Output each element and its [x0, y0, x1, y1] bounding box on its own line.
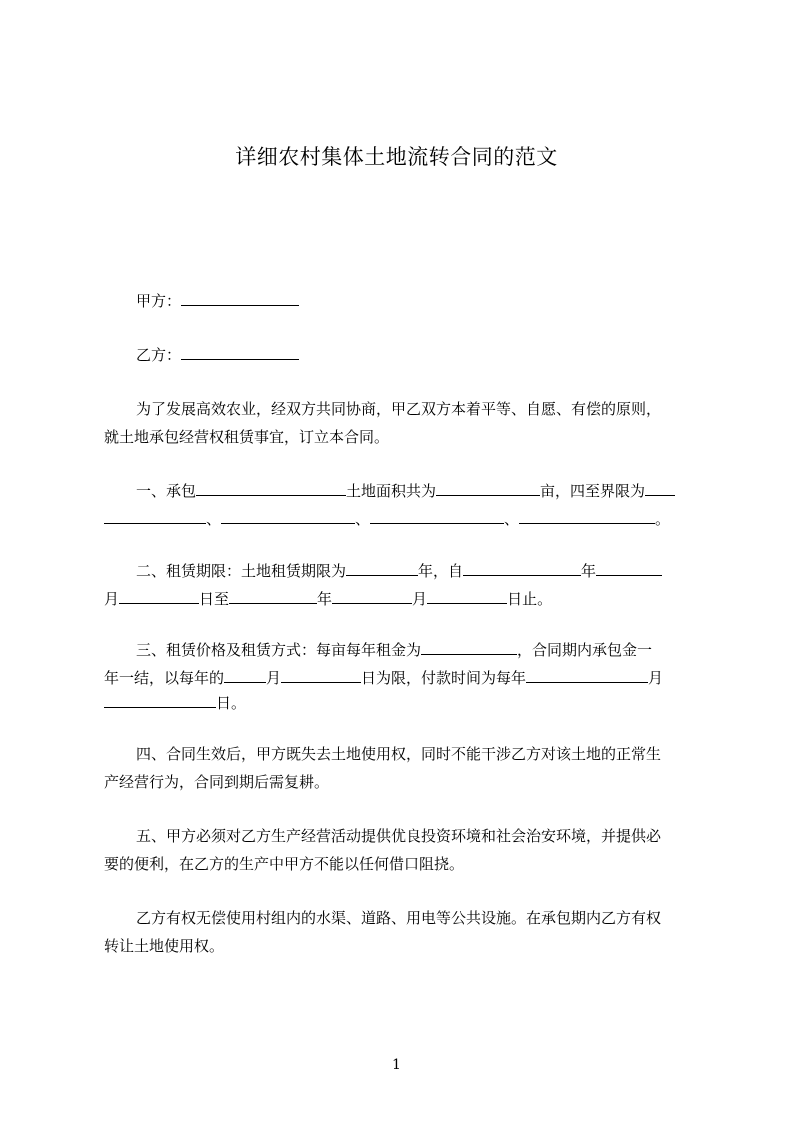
- party-a-blank: [181, 291, 299, 306]
- clause-3-text-c: 年一结，以每年的: [104, 669, 225, 687]
- separator: 、: [355, 510, 371, 528]
- clause-6-line-1: 乙方有权无偿使用村组内的水渠、道路、用电等公共设施。在承包期内乙方有权: [136, 909, 662, 927]
- clause-2-line-1: [136, 561, 704, 581]
- clause-3-text-e: 日。: [216, 694, 247, 712]
- separator: 、: [206, 510, 222, 528]
- month-label: 月: [648, 669, 664, 687]
- start-month-blank: [596, 561, 662, 576]
- from-label: ，自: [433, 562, 464, 580]
- area-blank: [436, 481, 540, 496]
- pay-month-blank: [224, 668, 266, 683]
- party-a-label: 甲方：: [136, 292, 182, 310]
- clause-1-line-1: [136, 481, 704, 501]
- end-day-blank: [427, 589, 507, 604]
- separator: 、: [504, 510, 520, 528]
- party-b-blank: [181, 345, 299, 360]
- clause-6-line-2: 转让土地使用权。: [104, 937, 225, 955]
- payment-day-blank: [104, 693, 216, 708]
- clause-1-line-2: [104, 509, 704, 529]
- clause-5-line-1: 五、甲方必须对乙方生产经营活动提供优良投资环境和社会治安环境，并提供必: [136, 827, 662, 845]
- clause-4-line-2: 产经营行为，合同到期后需复耕。: [104, 773, 330, 791]
- day-end-label: 日止。: [507, 590, 553, 608]
- year-label: 年: [418, 562, 434, 580]
- clause-3-text-a: 三、租赁价格及租赁方式：每亩每年租金为: [136, 641, 422, 659]
- clause-2-text-a: 二、租赁期限：土地租赁期限为: [136, 562, 347, 580]
- month-label: 月: [104, 590, 120, 608]
- period: 。: [655, 510, 671, 528]
- clause-3-line-1: [136, 640, 704, 660]
- month-label: 月: [266, 669, 282, 687]
- clause-1-text-c: 亩，四至界限为: [540, 482, 646, 500]
- day-to-label: 日至: [199, 590, 230, 608]
- clause-3-line-3: [104, 693, 704, 713]
- boundary-blank-4: [519, 509, 655, 524]
- contractor-blank: [196, 481, 346, 496]
- clause-5-line-2: 要的便利，在乙方的生产中甲方不能以任何借口阻挠。: [104, 855, 465, 873]
- boundary-blank-1: [104, 509, 206, 524]
- year-label: 年: [581, 562, 597, 580]
- clause-3-text-b: ，合同期内承包金一: [517, 641, 653, 659]
- boundary-blank-start: [645, 481, 675, 496]
- intro-line-2: 就土地承包经营权租赁事宜，订立本合同。: [104, 428, 390, 446]
- payment-month-blank: [526, 668, 648, 683]
- clause-2-line-2: [104, 589, 704, 609]
- party-b-line: [136, 345, 704, 365]
- party-b-label: 乙方：: [136, 346, 182, 364]
- month-label: 月: [412, 590, 428, 608]
- end-year-blank: [229, 589, 317, 604]
- lease-years-blank: [346, 561, 418, 576]
- boundary-blank-2: [221, 509, 355, 524]
- page-number: 1: [392, 1057, 401, 1073]
- clause-1-text-a: 一、承包: [136, 482, 197, 500]
- rent-blank: [421, 640, 517, 655]
- clause-1-text-b: 土地面积共为: [346, 482, 437, 500]
- clause-4-line-1: 四、合同生效后，甲方既失去土地使用权，同时不能干涉乙方对该土地的正常生: [136, 745, 662, 763]
- clause-3-line-2: [104, 668, 704, 688]
- boundary-blank-3: [370, 509, 504, 524]
- start-day-blank: [119, 589, 199, 604]
- document-title: 详细农村集体土地流转合同的范文: [235, 145, 558, 169]
- end-month-blank: [332, 589, 412, 604]
- year-label: 年: [317, 590, 333, 608]
- party-a-line: [136, 291, 704, 311]
- intro-line-1: 为了发展高效农业，经双方共同协商，甲乙双方本着平等、自愿、有偿的原则，: [136, 400, 662, 418]
- pay-day-blank: [281, 668, 361, 683]
- start-year-blank: [463, 561, 581, 576]
- clause-3-text-d: 日为限，付款时间为每年: [361, 669, 527, 687]
